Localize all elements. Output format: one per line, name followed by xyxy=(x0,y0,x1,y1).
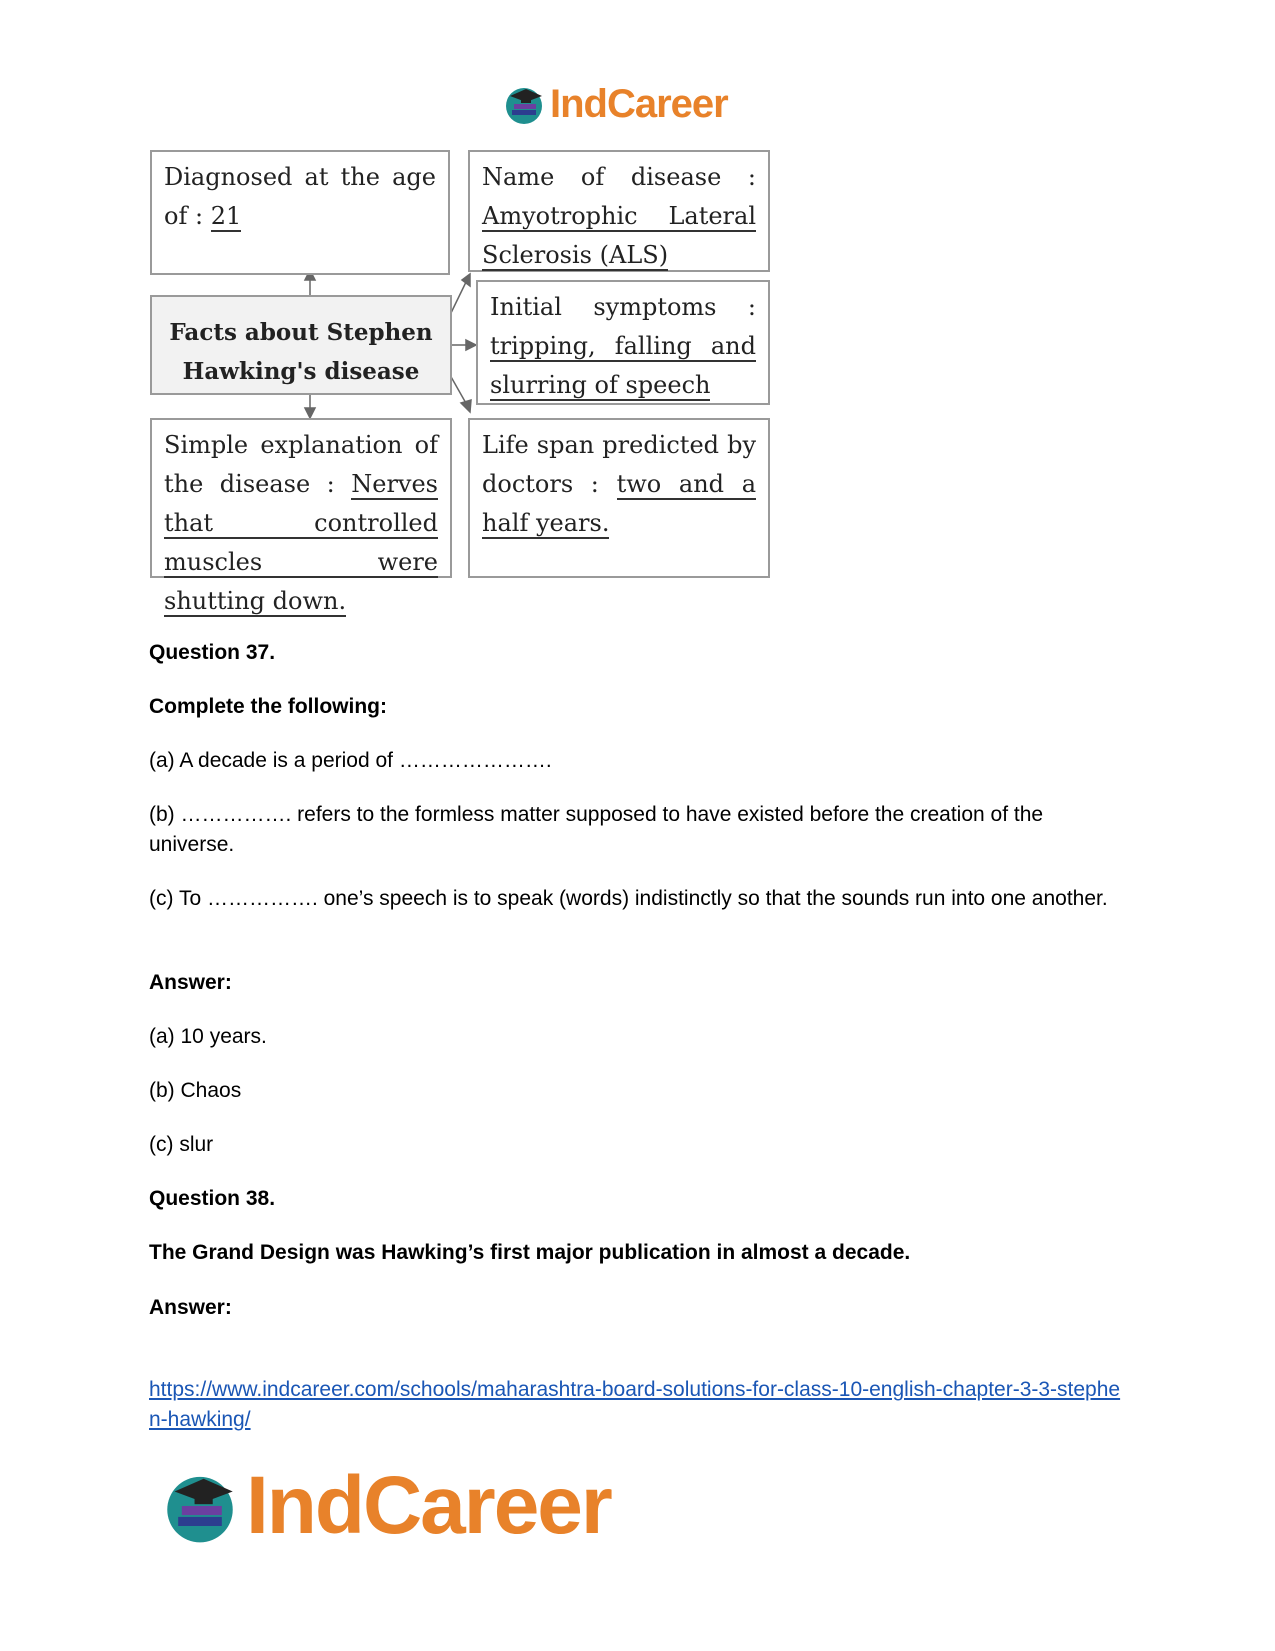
question-37-answer-a: (a) 10 years. xyxy=(149,1025,267,1048)
center-topic-text: Facts about Stephen Hawking's disease xyxy=(169,319,433,385)
brand-name: IndCareer xyxy=(550,81,728,126)
question-38-title: Question 38. xyxy=(149,1187,276,1210)
graduation-cap-books-icon xyxy=(502,82,546,126)
question-37-title: Question 37. xyxy=(149,641,276,664)
question-38-answer-label: Answer: xyxy=(149,1296,232,1319)
indcareer-logo-top[interactable] xyxy=(502,78,728,130)
disease-name-answer: Amyotrophic Lateral Sclerosis (ALS) xyxy=(482,202,756,269)
initial-symptoms-answer: tripping, falling and slurring of speech xyxy=(490,332,756,399)
question-37-item-a: (a) A decade is a period of …………………. xyxy=(149,749,552,772)
initial-symptoms-box xyxy=(476,280,770,405)
source-link[interactable]: https://www.indcareer.com/schools/maharashtra-board-solutions-for-class-10-english-chapter-3-3-stephen-hawking/ xyxy=(149,1378,1121,1431)
indcareer-logo-bottom[interactable] xyxy=(160,1462,611,1550)
graduation-cap-books-icon xyxy=(160,1466,240,1546)
facts-diagram xyxy=(150,150,810,615)
life-span-answer: two and a half years. xyxy=(482,470,756,537)
question-37-item-c: (c) To ……………. one’s speech is to speak (words) indistinctly so that the sounds run into one another. xyxy=(149,887,1108,910)
center-topic-box xyxy=(150,295,452,395)
life-span-box xyxy=(468,418,770,578)
diagnosis-age-answer: 21 xyxy=(210,202,242,230)
question-37-instruction: Complete the following: xyxy=(149,695,387,718)
disease-name-box xyxy=(468,150,770,272)
diagnosis-age-box xyxy=(150,150,450,275)
question-38-text: The Grand Design was Hawking’s first major publication in almost a decade. xyxy=(149,1241,911,1264)
disease-name-label: Name of disease : xyxy=(482,163,756,191)
disease-explanation-box xyxy=(150,418,452,615)
life-span-label: Life span predicted by doctors : xyxy=(482,431,756,498)
disease-explanation-label: Simple explanation of the disease : xyxy=(164,431,438,498)
diagnosis-age-label: Diagnosed at the age of : xyxy=(164,163,436,230)
question-37-answer-label: Answer: xyxy=(149,971,232,994)
brand-name-large: IndCareer xyxy=(246,1460,611,1551)
question-37-answer-b: (b) Chaos xyxy=(149,1079,242,1102)
disease-explanation-answer: Nerves that controlled muscles were shutting down. xyxy=(164,470,438,615)
initial-symptoms-label: Initial symptoms : xyxy=(490,293,756,321)
question-37-answer-c: (c) slur xyxy=(149,1133,214,1156)
question-37-item-b: (b) ……………. refers to the formless matter supposed to have existed before the creation of the universe. xyxy=(149,803,1044,856)
